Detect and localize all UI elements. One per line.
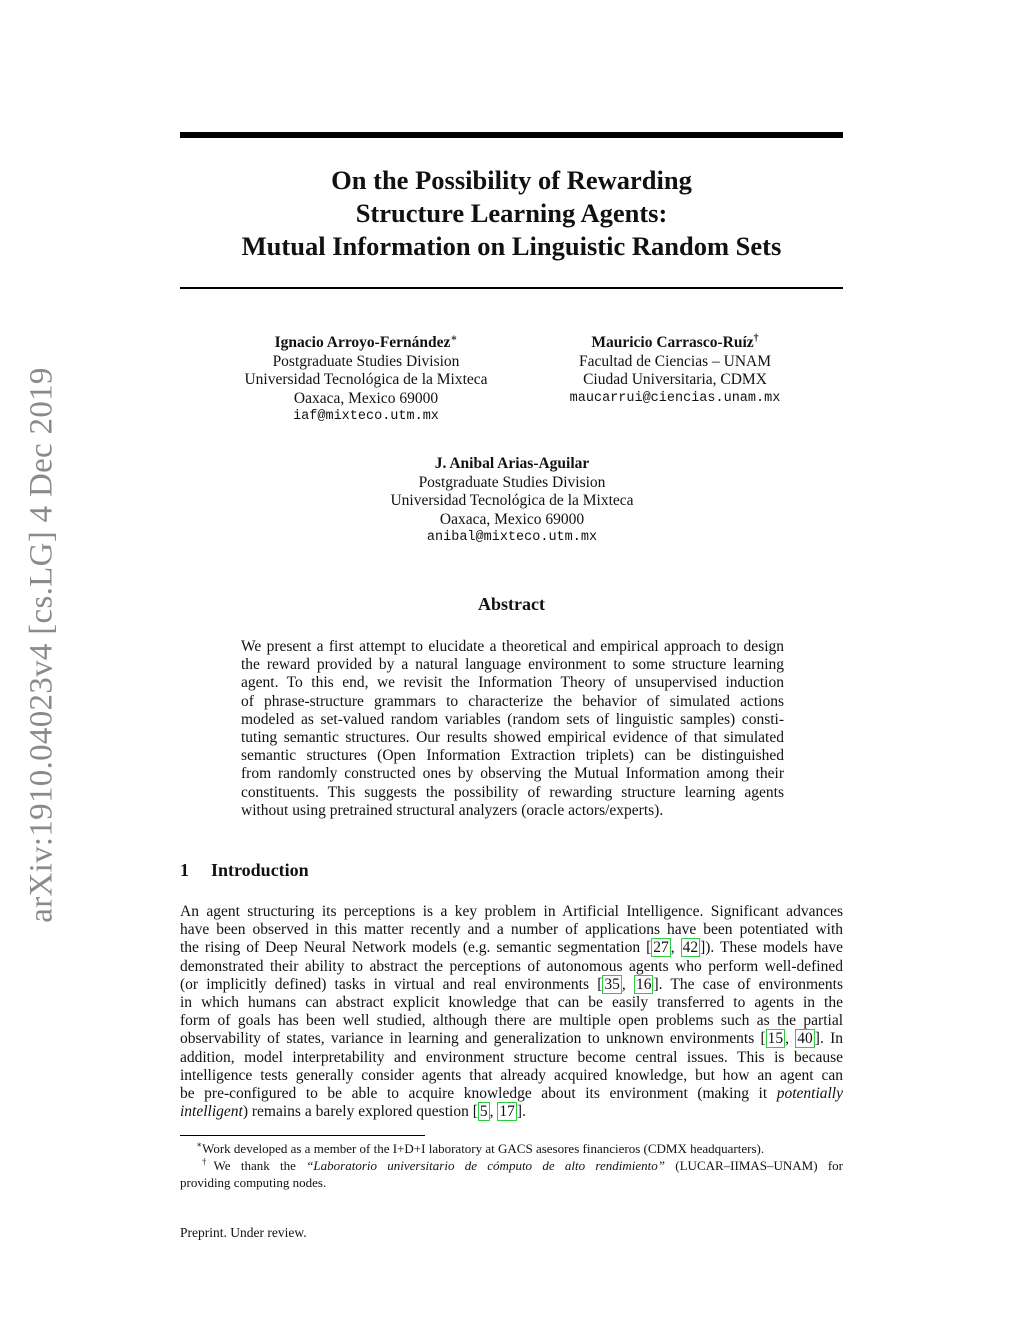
introduction-paragraph: [180, 903, 843, 1121]
author-affiliation: Oaxaca, Mexico 69000: [439, 510, 585, 528]
paper-title: [180, 164, 843, 263]
footnote-rule: [180, 1135, 425, 1136]
author-block-3: [362, 455, 662, 548]
abstract-line: the reward provided by a natural language environment to some structure learning: [241, 656, 784, 674]
citation-link[interactable]: 16: [635, 975, 652, 993]
paragraph-line: demonstrated their ability to abstract the perceptions of autonomous agents who perform well-defined: [180, 957, 843, 975]
citation-link[interactable]: 5: [479, 1103, 488, 1121]
abstract-line: tuting semantic structures. Our results showed empirical evidence of that simulated: [241, 729, 784, 747]
author-affiliation: Universidad Tecnológica de la Mixteca: [244, 371, 488, 388]
author-email[interactable]: iaf@mixteco.utm.mx: [293, 409, 439, 424]
abstract-line: We present a first attempt to elucidate a theoretical and empirical approach to design: [241, 638, 784, 655]
section-title: Introduction: [211, 860, 309, 880]
author-name: J. Anibal Arias-Aguilar: [434, 455, 590, 472]
abstract-line: agent. To this end, we revisit the Information Theory of unsupervised induction: [241, 674, 784, 692]
citation-link[interactable]: 35: [604, 975, 620, 993]
abstract-line: modeled as set-valued random variables (random sets of linguistic samples) consti-: [241, 710, 784, 728]
title-top-rule: [180, 132, 843, 138]
footnote-2-continuation: providing computing nodes.: [180, 1175, 327, 1190]
preprint-notice: Preprint. Under review.: [180, 1225, 307, 1240]
citation-link[interactable]: 42: [682, 939, 699, 957]
title-line: Structure Learning Agents:: [355, 198, 668, 228]
paragraph-line: intelligence tests generally consider agents that already acquired knowledge, but how an agent can: [180, 1066, 843, 1084]
abstract-body: [241, 638, 784, 820]
paragraph-line: form of goals has been well studied, although there are multiple open problems such as the partial: [180, 1012, 843, 1030]
footnote-mark: ∗: [196, 1139, 203, 1150]
paragraph-line: (or implicitly defined) tasks in virtual and real environments [ 35 , 16 ]. The case of environments: [180, 975, 844, 993]
author-email[interactable]: anibal@mixteco.utm.mx: [426, 530, 598, 545]
author-name: Ignacio Arroyo-Fernández∗: [274, 332, 458, 351]
author-footnote-mark: †: [753, 332, 759, 344]
title-line: On the Possibility of Rewarding: [331, 165, 692, 195]
abstract-line: semantic structures (Open Information Extraction triplets) can be distinguished: [241, 747, 784, 765]
emphasis: intelligent: [180, 1103, 243, 1121]
abstract-line: constituents. This suggests the possibility of rewarding structure learning agents: [241, 783, 784, 801]
citation-link[interactable]: 15: [767, 1030, 784, 1048]
citation-link[interactable]: 17: [499, 1103, 515, 1121]
author-affiliation: Postgraduate Studies Division: [272, 352, 460, 370]
paragraph-line: addition, model interpretability and environment structure become central issues. This is because: [180, 1048, 843, 1066]
citation-link[interactable]: 27: [653, 939, 669, 957]
footnote-2: †We thank the “Laboratorio universitario de cómputo de alto rendimiento” (LUCAR–IIMAS–UNAM) for: [202, 1156, 844, 1173]
paragraph-line: have been observed in this matter recently and a number of applications have been potentiated with: [180, 921, 843, 939]
author-affiliation: Ciudad Universitaria, CDMX: [583, 371, 767, 388]
author-name: Mauricio Carrasco-Ruíz†: [591, 332, 759, 351]
emphasis: “Laboratorio universitario de cómputo de alto rendimiento”: [306, 1158, 665, 1173]
paragraph-line: in which humans can abstract explicit knowledge that can be easily transferred to agents in the: [180, 994, 843, 1012]
section-heading-introduction: [180, 860, 309, 881]
citation-link[interactable]: 40: [797, 1030, 813, 1048]
author-block-1: [216, 334, 516, 427]
abstract-line: of phrase-structure grammars to characterize the behavior of simulated actions: [241, 692, 784, 710]
title-bottom-rule: [180, 287, 843, 289]
paragraph-line: the rising of Deep Neural Network models (e.g. semantic segmentation [ 27 , 42 ]). These models have: [180, 939, 844, 957]
footnote-mark: †: [202, 1156, 214, 1167]
author-affiliation: Postgraduate Studies Division: [418, 473, 606, 491]
arxiv-identifier: arXiv:1910.04023v4 [cs.LG] 4 Dec 2019: [23, 367, 60, 923]
section-number: 1: [180, 860, 189, 880]
emphasis: potentially: [776, 1085, 843, 1103]
author-block-2: [525, 334, 825, 408]
abstract-line: from randomly constructed ones by observing the Mutual Information among their: [241, 765, 784, 783]
author-affiliation: Facultad de Ciencias – UNAM: [579, 352, 771, 370]
author-footnote-mark: ∗: [450, 332, 458, 344]
paragraph-line: observability of states, variance in learning and generalization to unknown environments [ 15 , 40 ]. In: [180, 1030, 843, 1048]
paragraph-line: be pre-configured to be able to acquire knowledge about its environment (making it potentially: [180, 1085, 843, 1103]
author-email[interactable]: maucarrui@ciencias.unam.mx: [569, 390, 781, 406]
paragraph-line: intelligent) remains a barely explored question [ 5 , 17 ].: [180, 1103, 526, 1121]
footnotes: [180, 1140, 843, 1191]
abstract-heading: Abstract: [478, 594, 545, 614]
title-line: Mutual Information on Linguistic Random Sets: [241, 231, 782, 261]
paragraph-line: An agent structuring its perceptions is a key problem in Artificial Intelligence. Significant advances: [180, 903, 843, 920]
author-affiliation: Universidad Tecnológica de la Mixteca: [390, 492, 634, 509]
footnote-1: ∗Work developed as a member of the I+D+I laboratory at GACS asesores financieros (CDMX headquarters).: [196, 1139, 765, 1156]
abstract-line: without using pretrained structural analyzers (oracle actors/experts).: [241, 801, 664, 819]
author-affiliation: Oaxaca, Mexico 69000: [293, 389, 439, 407]
